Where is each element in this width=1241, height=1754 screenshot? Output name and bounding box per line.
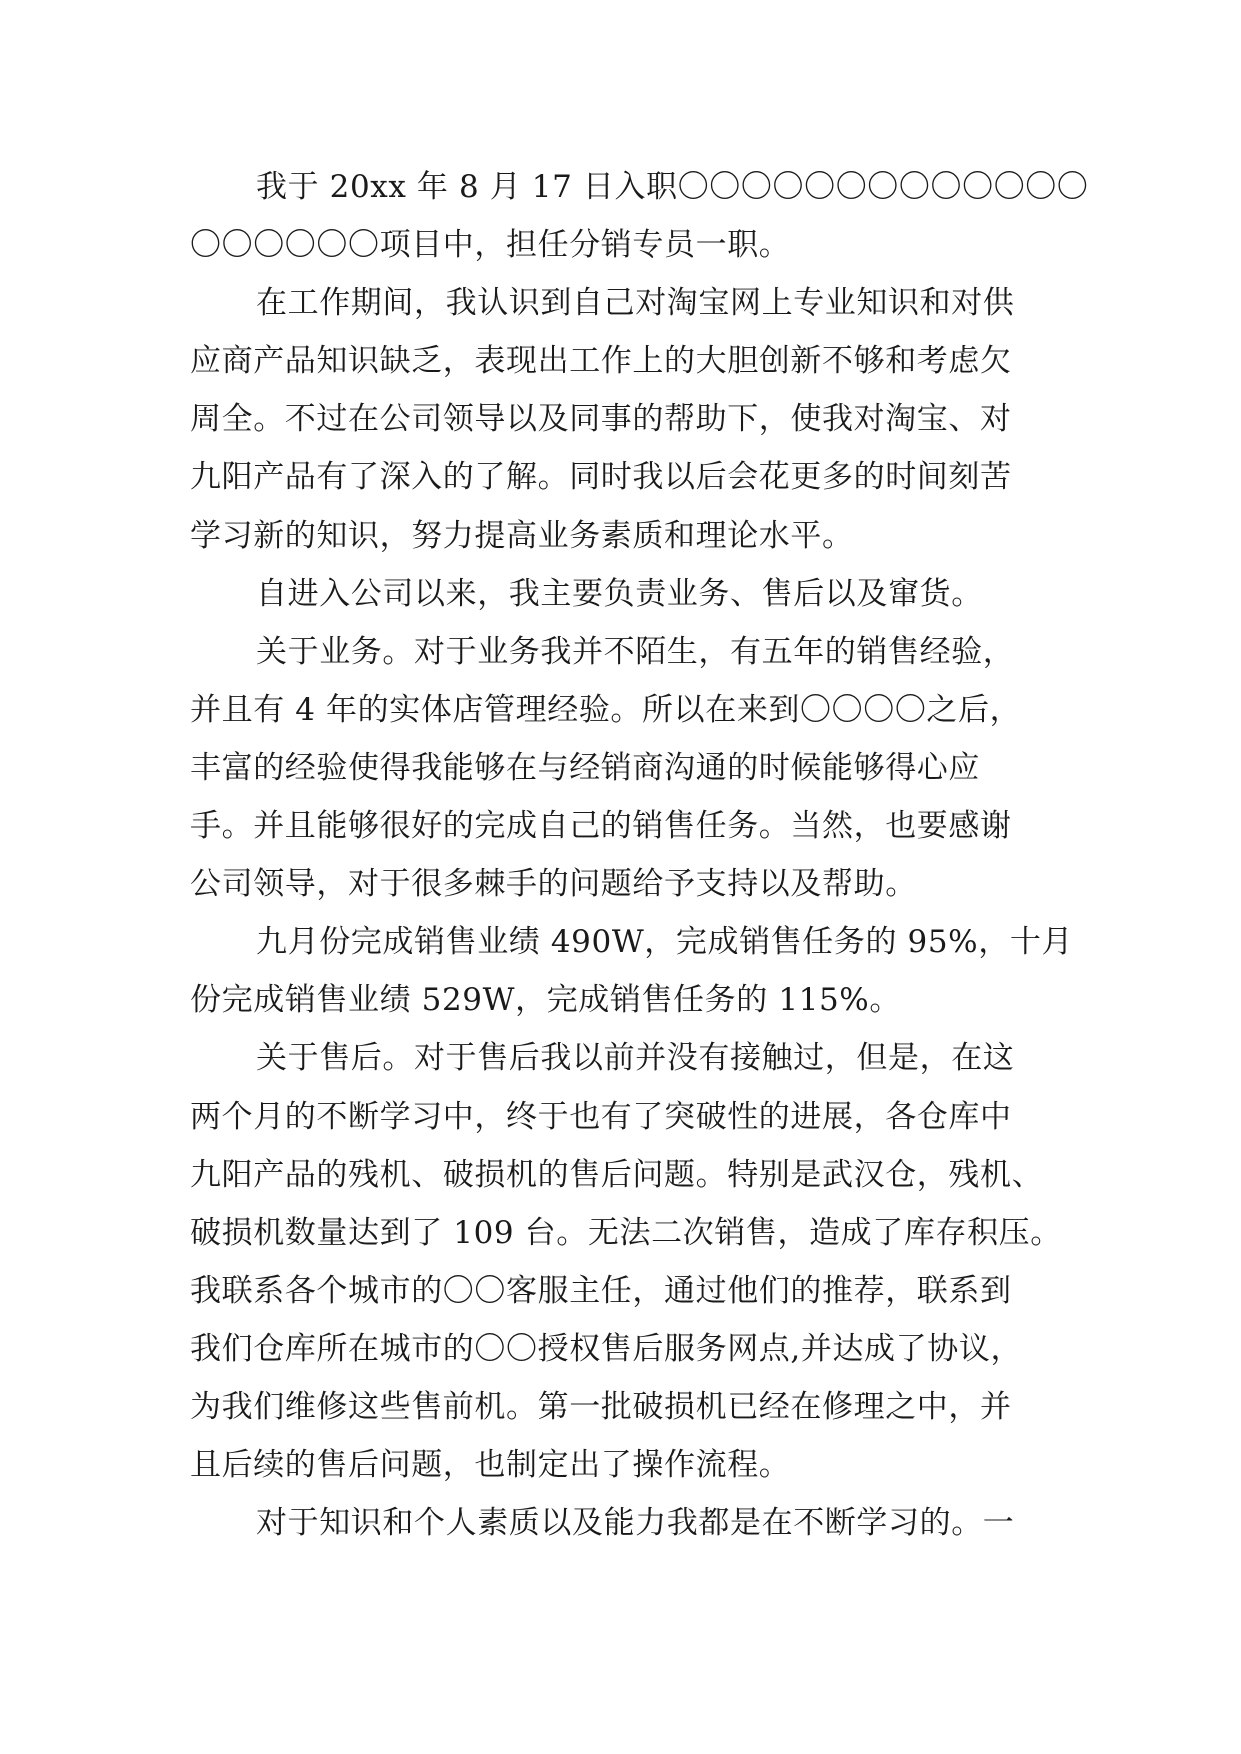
- text-line: 九月份完成销售业绩 490W，完成销售任务的 95%，十月: [256, 924, 1074, 961]
- text-line: 关于售后。对于售后我以前并没有接触过，但是，在这: [256, 1040, 1015, 1077]
- text-line: 关于业务。对于业务我并不陌生，有五年的销售经验，: [256, 633, 1015, 670]
- text-line: 九阳产品的残机、破损机的售后问题。特别是武汉仓，残机、: [190, 1156, 1044, 1193]
- text-line: 应商产品知识缺乏，表现出工作上的大胆创新不够和考虑欠: [190, 343, 1012, 380]
- text-line: 两个月的不断学习中，终于也有了突破性的进展，各仓库中: [190, 1098, 1012, 1135]
- text-line: 在工作期间，我认识到自己对淘宝网上专业知识和对供: [256, 285, 1015, 322]
- text-line: 破损机数量达到了 109 台。无法二次销售，造成了库存积压。: [190, 1214, 1062, 1251]
- document-body: [190, 158, 1089, 1552]
- text-line: 份完成销售业绩 529W，完成销售任务的 115%。: [190, 982, 901, 1019]
- text-line: 周全。不过在公司领导以及同事的帮助下，使我对淘宝、对: [190, 401, 1012, 438]
- text-line: 学习新的知识，努力提高业务素质和理论水平。: [190, 517, 854, 554]
- text-line: 我们仓库所在城市的〇〇授权售后服务网点,并达成了协议，: [190, 1330, 1023, 1367]
- text-line: 并且有 4 年的实体店管理经验。所以在来到〇〇〇〇之后，: [190, 691, 1022, 728]
- text-line: 且后续的售后问题，也制定出了操作流程。: [190, 1447, 791, 1484]
- text-line: 自进入公司以来，我主要负责业务、售后以及窜货。: [256, 575, 983, 612]
- text-line: 为我们维修这些售前机。第一批破损机已经在修理之中，并: [190, 1388, 1012, 1425]
- text-line: 对于知识和个人素质以及能力我都是在不断学习的。一: [256, 1505, 1015, 1542]
- text-line: 公司领导，对于很多棘手的问题给予支持以及帮助。: [190, 866, 917, 903]
- text-line: 我于 20xx 年 8 月 17 日入职〇〇〇〇〇〇〇〇〇〇〇〇〇: [256, 169, 1089, 205]
- text-line: 我联系各个城市的〇〇客服主任，通过他们的推荐，联系到: [190, 1272, 1012, 1309]
- text-line: 九阳产品有了深入的了解。同时我以后会花更多的时间刻苦: [190, 459, 1012, 496]
- text-line: 手。并且能够很好的完成自己的销售任务。当然，也要感谢: [190, 808, 1012, 845]
- text-line: 〇〇〇〇〇〇项目中，担任分销专员一职。: [190, 227, 791, 264]
- text-line: 丰富的经验使得我能够在与经销商沟通的时候能够得心应: [190, 749, 980, 786]
